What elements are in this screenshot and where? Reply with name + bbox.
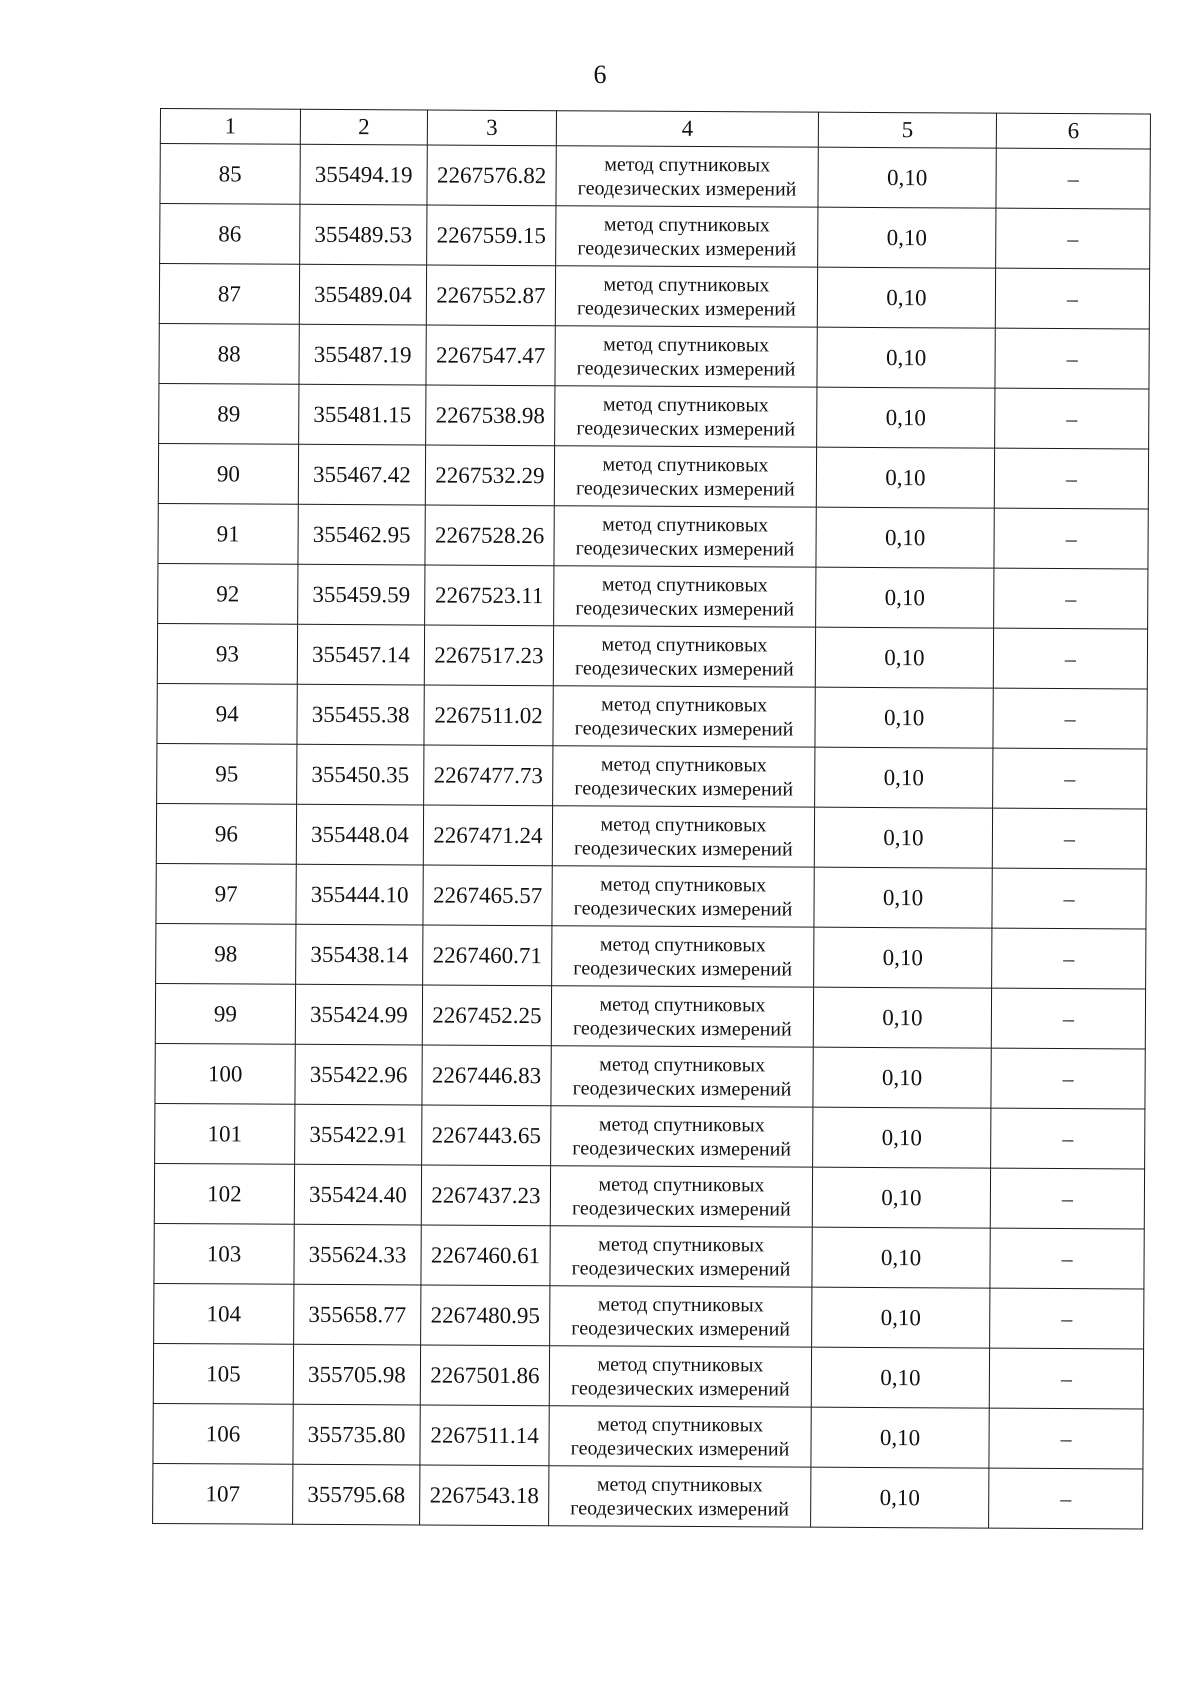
table-row (154, 1283, 1144, 1349)
note-cell: – (996, 148, 1150, 209)
note-cell: – (994, 568, 1148, 629)
x-coordinate-cell: 355489.53 (300, 204, 427, 265)
y-coordinate-cell: 2267576.82 (427, 145, 556, 206)
method-line-2: геодезических измерений (574, 656, 794, 681)
y-coordinate-cell: 2267538.98 (426, 385, 555, 446)
point-number-cell: 87 (159, 264, 299, 325)
y-coordinate-cell: 2267460.71 (423, 925, 552, 986)
method-line-2: геодезических измерений (575, 476, 795, 501)
note-cell: – (993, 688, 1147, 749)
point-number-cell: 104 (154, 1283, 294, 1344)
method-line-1: метод спутниковых (597, 1352, 764, 1376)
method-line-2: геодезических измерений (576, 356, 796, 381)
column-header: 5 (818, 112, 996, 148)
method-cell (550, 1286, 812, 1347)
table-row (160, 144, 1150, 210)
method-line-2: геодезических измерений (576, 416, 796, 441)
table-row (157, 743, 1147, 809)
y-coordinate-cell: 2267559.15 (427, 205, 556, 266)
method-cell (554, 566, 816, 627)
point-number-cell: 101 (155, 1103, 295, 1164)
column-header: 6 (996, 113, 1150, 149)
point-number-cell: 86 (160, 204, 300, 265)
x-coordinate-cell: 355424.40 (294, 1164, 421, 1225)
column-header: 2 (300, 109, 427, 145)
method-cell (554, 506, 816, 567)
point-number-cell: 96 (156, 803, 296, 864)
x-coordinate-cell: 355489.04 (299, 264, 426, 325)
note-cell: – (991, 1108, 1145, 1169)
method-line-1: метод спутниковых (600, 812, 767, 836)
method-cell (556, 206, 818, 267)
y-coordinate-cell: 2267437.23 (421, 1165, 550, 1226)
note-cell: – (993, 748, 1147, 809)
point-number-cell: 92 (158, 563, 298, 624)
method-cell (551, 986, 813, 1047)
accuracy-cell: 0,10 (812, 1167, 990, 1228)
method-line-1: метод спутниковых (603, 212, 770, 236)
table-row (159, 323, 1149, 389)
x-coordinate-cell: 355481.15 (299, 384, 426, 445)
note-cell: – (989, 1408, 1143, 1469)
x-coordinate-cell: 355467.42 (298, 444, 425, 505)
method-line-2: геодезических измерений (572, 1136, 792, 1161)
accuracy-cell: 0,10 (818, 147, 996, 208)
accuracy-cell: 0,10 (818, 207, 996, 268)
method-line-2: геодезических измерений (573, 956, 793, 981)
table-row (160, 204, 1150, 270)
note-cell: – (990, 1228, 1144, 1289)
y-coordinate-cell: 2267543.18 (420, 1465, 549, 1526)
note-cell: – (995, 388, 1149, 449)
x-coordinate-cell: 355438.14 (296, 924, 423, 985)
note-cell: – (992, 928, 1146, 989)
x-coordinate-cell: 355624.33 (294, 1224, 421, 1285)
method-cell (555, 266, 817, 327)
x-coordinate-cell: 355444.10 (296, 864, 423, 925)
table-row (155, 983, 1145, 1049)
x-coordinate-cell: 355455.38 (297, 684, 424, 745)
method-cell (550, 1226, 812, 1287)
x-coordinate-cell: 355424.99 (295, 984, 422, 1045)
point-number-cell: 99 (155, 983, 295, 1044)
accuracy-cell: 0,10 (811, 1347, 989, 1408)
method-line-1: метод спутниковых (601, 692, 768, 716)
y-coordinate-cell: 2267460.61 (421, 1225, 550, 1286)
method-cell (555, 326, 817, 387)
method-cell (553, 686, 815, 747)
y-coordinate-cell: 2267465.57 (423, 865, 552, 926)
accuracy-cell: 0,10 (813, 1107, 991, 1168)
method-line-2: геодезических измерений (574, 716, 794, 741)
table-row (155, 1103, 1145, 1169)
y-coordinate-cell: 2267471.24 (423, 805, 552, 866)
table-row (158, 443, 1148, 509)
x-coordinate-cell: 355795.68 (293, 1464, 420, 1525)
x-coordinate-cell: 355658.77 (294, 1284, 421, 1345)
table-row (153, 1463, 1143, 1529)
table-header-row (160, 109, 1150, 150)
coordinates-table (152, 108, 1151, 1530)
method-line-2: геодезических измерений (572, 1016, 792, 1041)
accuracy-cell: 0,10 (813, 987, 991, 1048)
method-line-1: метод спутниковых (598, 1232, 765, 1256)
y-coordinate-cell: 2267446.83 (422, 1045, 551, 1106)
point-number-cell: 106 (153, 1403, 293, 1464)
method-line-2: геодезических измерений (573, 836, 793, 861)
x-coordinate-cell: 355448.04 (296, 804, 423, 865)
table-row (156, 863, 1146, 929)
method-cell (549, 1346, 811, 1407)
point-number-cell: 100 (155, 1043, 295, 1104)
accuracy-cell: 0,10 (811, 1467, 989, 1528)
accuracy-cell: 0,10 (813, 1047, 991, 1108)
method-cell (550, 1166, 812, 1227)
method-line-2: геодезических измерений (575, 536, 795, 561)
y-coordinate-cell: 2267443.65 (422, 1105, 551, 1166)
point-number-cell: 105 (153, 1343, 293, 1404)
table-row (155, 1043, 1145, 1109)
x-coordinate-cell: 355459.59 (298, 564, 425, 625)
table-row (153, 1343, 1143, 1409)
method-line-2: геодезических измерений (577, 236, 797, 261)
y-coordinate-cell: 2267528.26 (425, 505, 554, 566)
method-line-1: метод спутниковых (599, 932, 766, 956)
table-row (153, 1403, 1143, 1469)
method-line-2: геодезических измерений (577, 176, 797, 201)
method-line-2: геодезических измерений (571, 1256, 791, 1281)
y-coordinate-cell: 2267532.29 (425, 445, 554, 506)
method-line-2: геодезических измерений (576, 296, 796, 321)
x-coordinate-cell: 355457.14 (297, 624, 424, 685)
accuracy-cell: 0,10 (816, 567, 994, 628)
note-cell: – (990, 1168, 1144, 1229)
method-line-2: геодезических измерений (572, 1076, 792, 1101)
table-row (159, 264, 1149, 330)
method-cell (549, 1406, 811, 1467)
note-cell: – (989, 1348, 1143, 1409)
y-coordinate-cell: 2267523.11 (425, 565, 554, 626)
y-coordinate-cell: 2267477.73 (424, 745, 553, 806)
accuracy-cell: 0,10 (816, 447, 994, 508)
point-number-cell: 103 (154, 1223, 294, 1284)
accuracy-cell: 0,10 (812, 1227, 990, 1288)
method-line-1: метод спутниковых (602, 512, 769, 536)
method-line-2: геодезических измерений (575, 596, 795, 621)
table-row (158, 503, 1148, 569)
method-cell (555, 386, 817, 447)
point-number-cell: 91 (158, 503, 298, 564)
y-coordinate-cell: 2267511.14 (420, 1405, 549, 1466)
method-line-2: геодезических измерений (570, 1376, 790, 1401)
table-row (156, 923, 1146, 989)
x-coordinate-cell: 355494.19 (300, 144, 427, 205)
table-row (157, 683, 1147, 749)
table-row (158, 563, 1148, 629)
method-line-2: геодезических измерений (571, 1316, 791, 1341)
y-coordinate-cell: 2267552.87 (426, 265, 555, 326)
method-cell (556, 146, 818, 207)
x-coordinate-cell: 355462.95 (298, 504, 425, 565)
table-row (159, 383, 1149, 449)
y-coordinate-cell: 2267511.02 (424, 685, 553, 746)
method-line-2: геодезических измерений (573, 896, 793, 921)
point-number-cell: 102 (154, 1163, 294, 1224)
y-coordinate-cell: 2267517.23 (424, 625, 553, 686)
accuracy-cell: 0,10 (811, 1407, 989, 1468)
point-number-cell: 98 (156, 923, 296, 984)
note-cell: – (994, 508, 1148, 569)
x-coordinate-cell: 355705.98 (293, 1344, 420, 1405)
column-header: 1 (160, 109, 300, 145)
method-cell (552, 866, 814, 927)
method-line-1: метод спутниковых (597, 1292, 764, 1316)
point-number-cell: 85 (160, 144, 300, 205)
method-line-1: метод спутниковых (599, 992, 766, 1016)
y-coordinate-cell: 2267480.95 (421, 1285, 550, 1346)
point-number-cell: 89 (159, 383, 299, 444)
column-header: 4 (556, 111, 818, 147)
method-line-1: метод спутниковых (601, 572, 768, 596)
method-cell (551, 1106, 813, 1167)
method-line-1: метод спутниковых (601, 632, 768, 656)
note-cell: – (995, 268, 1149, 329)
accuracy-cell: 0,10 (814, 867, 992, 928)
accuracy-cell: 0,10 (815, 747, 993, 808)
method-cell (554, 446, 816, 507)
method-cell (551, 1046, 813, 1107)
table-row (154, 1223, 1144, 1289)
accuracy-cell: 0,10 (817, 267, 995, 328)
method-line-1: метод спутниковых (600, 872, 767, 896)
method-line-1: метод спутниковых (597, 1412, 764, 1436)
method-line-1: метод спутниковых (599, 1052, 766, 1076)
method-cell (552, 926, 814, 987)
y-coordinate-cell: 2267452.25 (422, 985, 551, 1046)
note-cell: – (989, 1468, 1143, 1529)
point-number-cell: 93 (157, 623, 297, 684)
note-cell: – (993, 628, 1147, 689)
x-coordinate-cell: 355735.80 (293, 1404, 420, 1465)
method-cell (552, 806, 814, 867)
x-coordinate-cell: 355487.19 (299, 324, 426, 385)
accuracy-cell: 0,10 (814, 807, 992, 868)
method-line-1: метод спутниковых (602, 452, 769, 476)
method-line-2: геодезических измерений (574, 776, 794, 801)
method-line-2: геодезических измерений (570, 1496, 790, 1521)
point-number-cell: 107 (153, 1463, 293, 1524)
point-number-cell: 88 (159, 323, 299, 384)
note-cell: – (992, 868, 1146, 929)
column-header: 3 (427, 110, 556, 146)
accuracy-cell: 0,10 (817, 327, 995, 388)
note-cell: – (991, 988, 1145, 1049)
point-number-cell: 97 (156, 863, 296, 924)
accuracy-cell: 0,10 (815, 627, 993, 688)
accuracy-cell: 0,10 (814, 927, 992, 988)
y-coordinate-cell: 2267547.47 (426, 325, 555, 386)
accuracy-cell: 0,10 (817, 387, 995, 448)
method-cell (553, 746, 815, 807)
point-number-cell: 90 (158, 443, 298, 504)
method-cell (549, 1466, 811, 1527)
note-cell: – (991, 1048, 1145, 1109)
y-coordinate-cell: 2267501.86 (420, 1345, 549, 1406)
point-number-cell: 94 (157, 683, 297, 744)
method-line-1: метод спутниковых (596, 1472, 763, 1496)
table-row (157, 623, 1147, 689)
method-cell (553, 626, 815, 687)
method-line-1: метод спутниковых (598, 1172, 765, 1196)
table-row (154, 1163, 1144, 1229)
accuracy-cell: 0,10 (815, 687, 993, 748)
method-line-1: метод спутниковых (604, 152, 771, 176)
x-coordinate-cell: 355422.96 (295, 1044, 422, 1105)
note-cell: – (992, 808, 1146, 869)
page-number: 6 (593, 60, 607, 89)
method-line-2: геодезических измерений (571, 1196, 791, 1221)
method-line-1: метод спутниковых (598, 1112, 765, 1136)
x-coordinate-cell: 355450.35 (297, 744, 424, 805)
accuracy-cell: 0,10 (816, 507, 994, 568)
note-cell: – (995, 328, 1149, 389)
method-line-1: метод спутниковых (602, 392, 769, 416)
note-cell: – (996, 208, 1150, 269)
x-coordinate-cell: 355422.91 (295, 1104, 422, 1165)
point-number-cell: 95 (157, 743, 297, 804)
table-row (156, 803, 1146, 869)
method-line-1: метод спутниковых (603, 332, 770, 356)
note-cell: – (990, 1288, 1144, 1349)
method-line-1: метод спутниковых (603, 272, 770, 296)
method-line-2: геодезических измерений (570, 1436, 790, 1461)
method-line-1: метод спутниковых (600, 752, 767, 776)
accuracy-cell: 0,10 (812, 1287, 990, 1348)
note-cell: – (994, 448, 1148, 509)
